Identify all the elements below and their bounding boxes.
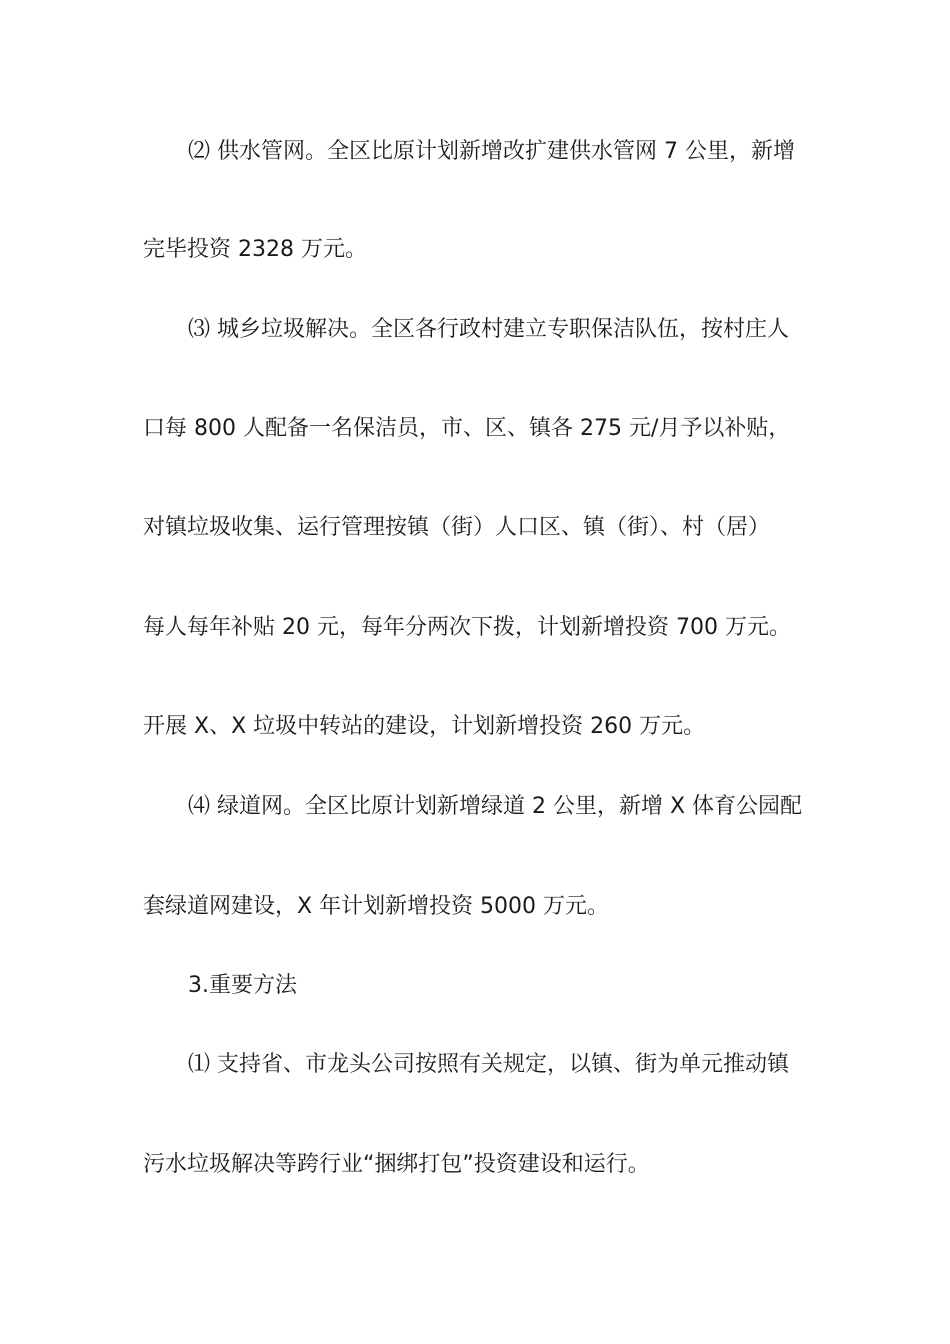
paragraph-water-supply-line-2: 完毕投资 2328 万元。	[143, 237, 367, 262]
paragraph-methods-line-1: ⑴ 支持省、市龙头公司按照有关规定，以镇、街为单元推动镇	[188, 1052, 789, 1077]
paragraph-garbage-line-1: ⑶ 城乡垃圾解决。全区各行政村建立专职保洁队伍，按村庄人	[188, 317, 789, 342]
paragraph-garbage-line-4: 每人每年补贴 20 元，每年分两次下拨，计划新增投资 700 万元。	[143, 615, 791, 640]
paragraph-greenway-line-2: 套绿道网建设，X 年计划新增投资 5000 万元。	[143, 894, 610, 919]
paragraph-garbage-line-3: 对镇垃圾收集、运行管理按镇（街）人口区、镇（街）、村（居）	[143, 515, 771, 540]
section-heading-methods: 3.重要方法	[188, 973, 297, 998]
paragraph-water-supply-line-1: ⑵ 供水管网。全区比原计划新增改扩建供水管网 7 公里，新增	[188, 139, 795, 164]
paragraph-garbage-line-5: 开展 X、X 垃圾中转站的建设，计划新增投资 260 万元。	[143, 714, 706, 739]
paragraph-greenway-line-1: ⑷ 绿道网。全区比原计划新增绿道 2 公里，新增 X 体育公园配	[188, 794, 803, 819]
paragraph-garbage-line-2: 口每 800 人配备一名保洁员，市、区、镇各 275 元/月予以补贴，	[143, 416, 791, 441]
paragraph-methods-line-2: 污水垃圾解决等跨行业“捆绑打包”投资建设和运行。	[143, 1152, 650, 1177]
